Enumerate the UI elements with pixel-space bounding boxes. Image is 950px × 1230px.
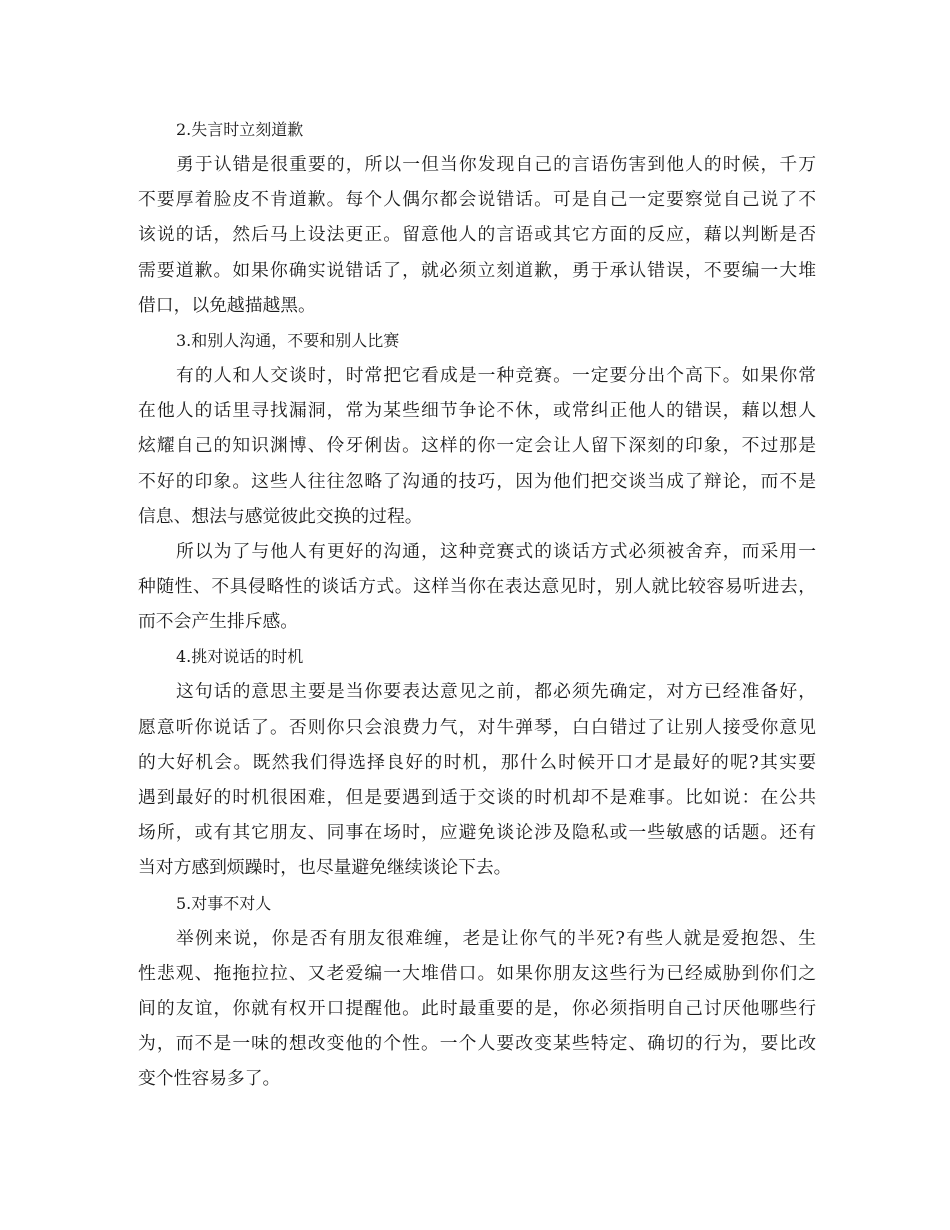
- paragraph: [138, 358, 816, 534]
- text-line: 这句话的意思主要是当你要表达意见之前，都必须先确定，对方已经准备好，: [176, 681, 816, 703]
- text-line: 间的友谊，你就有权开口提醒他。此时最重要的是，你必须指明自己讨厌他哪些行: [138, 997, 816, 1019]
- section-heading: 5.对事不对人: [176, 893, 272, 913]
- text-line: 变个性容易多了。: [138, 1068, 281, 1090]
- text-line: 有的人和人交谈时，时常把它看成是一种竞赛。一定要分出个高下。如果你常: [176, 364, 816, 386]
- section-heading: 4.挑对说话的时机: [176, 647, 304, 667]
- section-heading: 3.和别人沟通，不要和别人比赛: [176, 330, 400, 350]
- text-line: 勇于认错是很重要的，所以一但当你发现自己的言语伤害到他人的时候，千万: [176, 154, 816, 175]
- paragraph: [138, 921, 816, 1097]
- text-line: 而不会产生排斥感。: [138, 611, 299, 633]
- text-line: 遇到最好的时机很困难，但是要遇到适于交谈的时机却不是难事。比如说：在公共: [138, 787, 816, 808]
- paragraph: [138, 147, 816, 323]
- paragraph: [138, 534, 816, 640]
- text-line: 炫耀自己的知识渊博、伶牙俐齿。这样的你一定会让人留下深刻的印象，不过那是: [138, 435, 816, 457]
- text-line: 为，而不是一味的想改变他的个性。一个人要改变某些特定、确切的行为，要比改: [138, 1033, 816, 1055]
- text-line: 性悲观、拖拖拉拉、又老爱编一大堆借口。如果你朋友这些行为已经威胁到你们之: [138, 962, 816, 984]
- section-apology: [138, 112, 816, 323]
- text-line: 在他人的话里寻找漏洞，常为某些细节争论不休，或常纠正他人的错误，藉以想人: [138, 400, 816, 422]
- text-line: 举例来说，你是否有朋友很难缠，老是让你气的半死?有些人就是爱抱怨、生: [176, 927, 816, 949]
- paragraph: [138, 674, 816, 885]
- section-timing: [138, 639, 816, 885]
- text-line: 愿意听你说话了。否则你只会浪费力气，对牛弹琴，白白错过了让别人接受你意见: [138, 716, 816, 738]
- text-line: 该说的话，然后马上设法更正。留意他人的言语或其它方面的反应，藉以判断是否: [138, 224, 816, 246]
- text-line: 当对方感到烦躁时，也尽量避免继续谈论下去。: [138, 857, 512, 879]
- document-page: [138, 112, 816, 1097]
- section-communicate: [138, 323, 816, 640]
- text-line: 不要厚着脸皮不肯道歉。每个人偶尔都会说错话。可是自己一定要察觉自己说了不: [138, 189, 816, 211]
- text-line: 信息、想法与感觉彼此交换的过程。: [138, 505, 423, 527]
- text-line: 的大好机会。既然我们得选择良好的时机，那什么时候开口才是最好的呢?其实要: [138, 751, 816, 773]
- section-heading: 2.失言时立刻道歉: [176, 120, 304, 139]
- text-line: 借口，以免越描越黑。: [138, 294, 316, 316]
- text-line: 需要道歉。如果你确实说错话了，就必须立刻道歉，勇于承认错误，不要编一大堆: [138, 259, 816, 281]
- text-line: 场所，或有其它朋友、同事在场时，应避免谈论涉及隐私或一些敏感的话题。还有: [138, 822, 816, 844]
- text-line: 所以为了与他人有更好的沟通，这种竞赛式的谈话方式必须被舍弃，而采用一: [176, 540, 816, 562]
- section-issues-not-people: [138, 886, 816, 1097]
- text-line: 种随性、不具侵略性的谈话方式。这样当你在表达意见时，别人就比较容易听进去，: [138, 576, 816, 598]
- text-line: 不好的印象。这些人往往忽略了沟通的技巧，因为他们把交谈当成了辩论，而不是: [138, 470, 816, 492]
